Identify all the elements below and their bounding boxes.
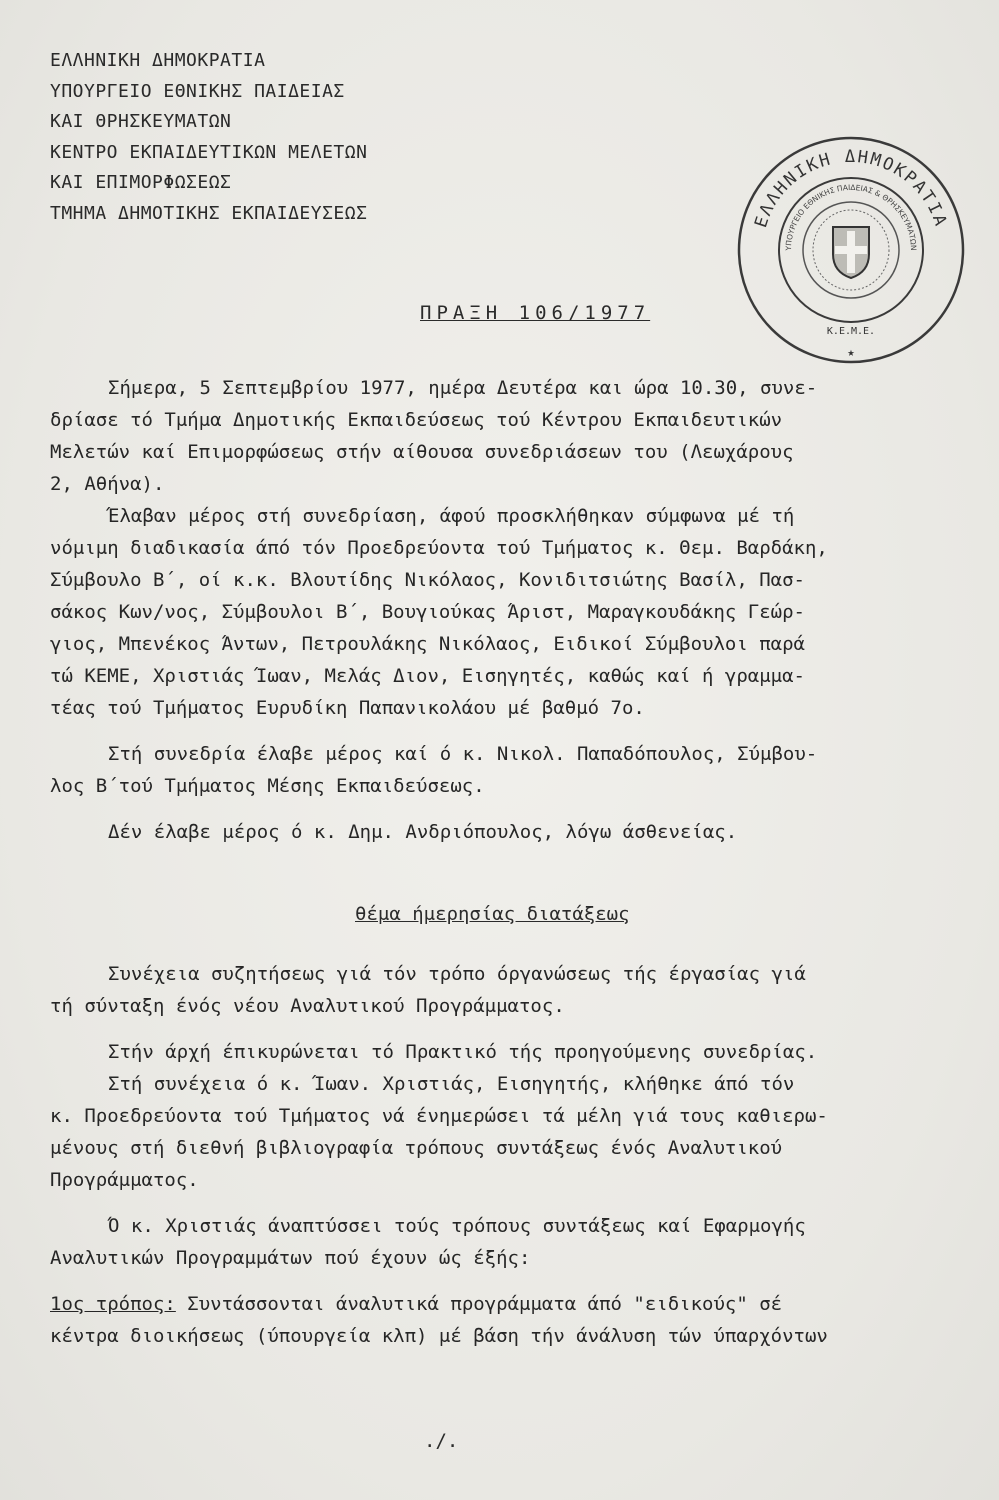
text-line: Στή συνεδρία έλαβε μέρος καί ό κ. Νικολ. Παπαδόπουλος, Σύμβου- [108, 743, 818, 765]
text-line: Σήμερα, 5 Σεπτεμβρίου 1977, ημέρα Δευτέρα και ώρα 10.30, συνε- [108, 377, 818, 399]
document-title: ΠΡΑΞΗ 106/1977 [420, 302, 651, 324]
letterhead-line: ΚΑΙ ΕΠΙΜΟΡΦΩΣΕΩΣ [50, 172, 232, 193]
letterhead-line: ΥΠΟΥΡΓΕΙΟ ΕΘΝΙΚΗΣ ΠΑΙΔΕΙΑΣ [50, 80, 345, 102]
letterhead-line: ΚΕΝΤΡΟ ΕΚΠΑΙΔΕΥΤΙΚΩΝ ΜΕΛΕΤΩΝ [50, 141, 368, 163]
text-line: Δέν έλαβε μέρος ό κ. Δημ. Ανδριόπουλος, λόγω άσθενείας. [108, 821, 738, 843]
text-line: Αναλυτικών Προγραμμάτων πού έχουν ώς έξής: [50, 1247, 531, 1269]
svg-text:ΥΠΟΥΡΓΕΙΟ ΕΘΝΙΚΗΣ ΠΑΙΔΕΙΑΣ & Θ: ΥΠΟΥΡΓΕΙΟ ΕΘΝΙΚΗΣ ΠΑΙΔΕΙΑΣ & ΘΡΗΣΚΕΥΜΑΤΩΝ [783, 182, 919, 251]
svg-text:★: ★ [847, 345, 855, 359]
first-method-label: 1ος τρόπος: [50, 1293, 176, 1315]
text-line: τή σύνταξη ένός νέου Αναλυτικού Προγράμματος. [50, 995, 565, 1017]
text-line: Συνέχεια συζητήσεως γιά τόν τρόπο όργανώσεως τής έργασίας γιά [108, 963, 806, 985]
text-line: κέντρα διοικήσεως (ύπουργεία κλπ) μέ βάση τήν άνάλυση τών ύπαρχόντων [50, 1325, 828, 1347]
text-line: νόμιμη διαδικασία άπό τόν Προεδρεύοντα τού Τμήματος κ. Θεμ. Βαρδάκη, [50, 537, 828, 559]
text-line: Συντάσσονται άναλυτικά προγράμματα άπό "ειδικούς" σέ [175, 1293, 783, 1315]
agenda-heading: θέμα ήμερησίας διατάξεως [355, 903, 630, 925]
paragraph-first-method [50, 1288, 970, 1352]
text-line: Προγράμματος. [50, 1169, 199, 1191]
text-line: Στήν άρχή έπικυρώνεται τό Πρακτικό τής προηγούμενης συνεδρίας. [108, 1041, 818, 1063]
text-line: γιος, Μπενέκος Άντων, Πετρουλάκης Νικόλαος, Ειδικοί Σύμβουλοι παρά [50, 633, 805, 655]
text-line: μένους στή διεθνή βιβλιογραφία τρόπους συντάξεως ένός Αναλυτικού [50, 1137, 783, 1159]
paragraph-agenda [50, 958, 970, 1022]
text-line: δρίασε τό Τμήμα Δημοτικής Εκπαιδεύσεως τού Κέντρου Εκπαιδευτικών [50, 409, 783, 431]
text-line: λος Β΄τού Τμήματος Μέσης Εκπαιδεύσεως. [50, 775, 485, 797]
text-line: σάκος Κων/νος, Σύμβουλοι Β΄, Βουγιούκας Άριστ, Μαραγκουδάκης Γεώρ- [50, 601, 805, 623]
text-line: κ. Προεδρεύοντα τού Τμήματος νά ένημερώσει τά μέλη γιά τους καθιερω- [50, 1105, 828, 1127]
document-body-continued [50, 958, 970, 1352]
paragraph-guest-member [50, 738, 970, 802]
paragraph-methods-intro [50, 1210, 970, 1274]
text-line: Ό κ. Χριστιάς άναπτύσσει τούς τρόπους συντάξεως καί Εφαρμογής [108, 1215, 806, 1237]
continuation-mark: ./. [424, 1430, 459, 1452]
text-line: Σύμβουλο Β΄, οί κ.κ. Βλουτίδης Νικόλαος, Κονιδιτσιώτης Βασίλ, Πασ- [50, 569, 805, 591]
letterhead [50, 46, 367, 229]
paragraph-minutes-approval [50, 1036, 970, 1068]
svg-text:Κ.Ε.Μ.Ε.: Κ.Ε.Μ.Ε. [826, 326, 876, 337]
paragraph-rapporteur [50, 1068, 970, 1196]
letterhead-line: ΚΑΙ ΘΡΗΣΚΕΥΜΑΤΩΝ [50, 111, 232, 132]
document-body [50, 372, 970, 848]
paragraph-session-opening [50, 372, 970, 500]
text-line: Μελετών καί Επιμορφώσεως στήν αίθουσα συνεδριάσεων του (Λεωχάρους [50, 441, 794, 463]
letterhead-line: ΕΛΛΗΝΙΚΗ ΔΗΜΟΚΡΑΤΙΑ [50, 50, 266, 71]
text-line: τέας τού Τμήματος Ευρυδίκη Παπανικολάου μέ βαθμό 7ο. [50, 697, 645, 719]
paragraph-absent-member [50, 816, 970, 848]
text-line: τώ ΚΕΜΕ, Χριστιάς Ίωαν, Μελάς Διον, Εισηγητές, καθώς καί ή γραμμα- [50, 665, 805, 687]
coat-of-arms-icon [813, 210, 889, 290]
text-line: Στή συνέχεια ό κ. Ίωαν. Χριστιάς, Εισηγητής, κλήθηκε άπό τόν [108, 1073, 795, 1095]
paragraph-attendees [50, 500, 970, 724]
letterhead-line: ΤΜΗΜΑ ΔΗΜΟΤΙΚΗΣ ΕΚΠΑΙΔΕΥΣΕΩΣ [50, 202, 368, 224]
official-seal-stamp [733, 132, 969, 368]
svg-text:ΕΛΛΗΝΙΚΗ ΔΗΜΟΚΡΑΤΙΑ: ΕΛΛΗΝΙΚΗ ΔΗΜΟΚΡΑΤΙΑ [751, 147, 951, 231]
text-line: Έλαβαν μέρος στή συνεδρίαση, άφού προσκλήθηκαν σύμφωνα μέ τή [108, 505, 795, 527]
text-line: 2, Αθήνα). [50, 473, 165, 495]
